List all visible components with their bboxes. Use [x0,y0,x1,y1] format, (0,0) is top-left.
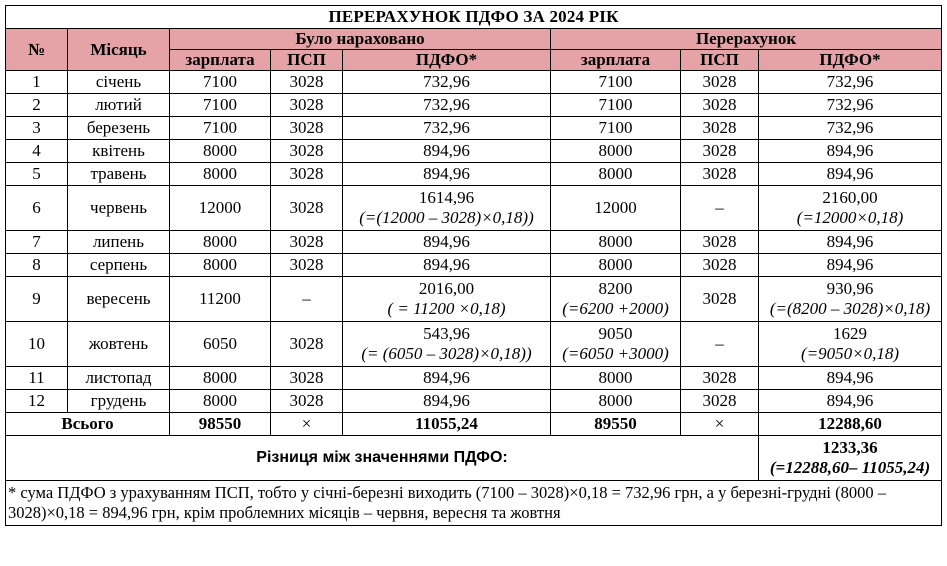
recalc-salary-value: 8000 [598,232,633,251]
row-number-value: 5 [32,164,41,183]
accrued-psp-value: – [302,289,311,308]
header-number: № [6,29,68,71]
accrued-pdfo-value: 2016,00 [418,279,475,298]
row-number-value: 9 [32,289,41,308]
recalc-psp [681,71,759,94]
recalc-pdfo-value: 1629 [833,324,868,343]
accrued-psp [271,231,343,254]
recalc-pdfo [759,367,942,390]
row-month-value: лютий [95,95,142,114]
row-number [6,390,68,413]
difference-formula: (=12288,60– 11055,24) [769,458,931,477]
accrued-psp [271,94,343,117]
recalc-pdfo-value: 732,96 [826,72,874,91]
row-month [68,140,170,163]
difference-row [6,436,942,481]
recalc-pdfo-formula: (=12000×0,18) [796,208,904,227]
recalc-psp-value: 3028 [702,95,737,114]
recalc-pdfo-value: 894,96 [826,391,874,410]
accrued-psp-value: 3028 [289,334,324,353]
row-number-value: 10 [28,334,45,353]
accrued-psp-value: 3028 [289,118,324,137]
recalc-salary [551,231,681,254]
recalc-salary-value: 8000 [598,141,633,160]
accrued-pdfo [343,277,551,322]
recalc-psp-value: 3028 [702,368,737,387]
accrued-psp [271,277,343,322]
header-accrued-pdfo: ПДФО* [343,50,551,71]
row-month [68,254,170,277]
row-number-value: 3 [32,118,41,137]
month-rows [6,71,942,413]
accrued-pdfo [343,390,551,413]
row-month [68,117,170,140]
pdfo-recalculation-document [5,5,942,526]
table-row [6,186,942,231]
header-month: Місяць [68,29,170,71]
recalc-salary-value: 12000 [594,198,637,217]
recalc-pdfo [759,163,942,186]
recalc-pdfo-formula: (=9050×0,18) [801,344,900,363]
recalc-psp-value: 3028 [702,232,737,251]
accrued-pdfo-value: 894,96 [423,391,470,410]
row-month-value: листопад [85,368,152,387]
recalc-salary [551,71,681,94]
accrued-pdfo [343,322,551,367]
row-number [6,367,68,390]
recalc-salary [551,254,681,277]
accrued-salary-value: 8000 [203,164,237,183]
accrued-salary-value: 8000 [203,232,237,251]
accrued-pdfo [343,367,551,390]
accrued-psp-value: 3028 [289,198,324,217]
recalc-psp-value: 3028 [702,72,737,91]
accrued-pdfo-value: 894,96 [423,141,470,160]
recalc-psp [681,186,759,231]
recalc-pdfo-value: 894,96 [826,368,874,387]
recalc-psp [681,163,759,186]
recalc-psp [681,277,759,322]
row-month [68,163,170,186]
table-row [6,254,942,277]
recalc-psp [681,117,759,140]
recalc-psp [681,390,759,413]
recalc-pdfo-value: 732,96 [826,95,874,114]
row-number [6,163,68,186]
row-number [6,71,68,94]
row-number [6,117,68,140]
row-number-value: 4 [32,141,41,160]
row-month-value: червень [90,198,147,217]
table-row [6,163,942,186]
accrued-salary-value: 8000 [203,141,237,160]
recalc-salary-formula: (=6200 +2000) [562,299,669,318]
accrued-salary [170,277,271,322]
recalc-psp [681,367,759,390]
accrued-psp [271,254,343,277]
recalc-pdfo [759,231,942,254]
accrued-psp-value: 3028 [289,255,324,274]
recalc-psp [681,140,759,163]
accrued-pdfo [343,71,551,94]
table-row [6,390,942,413]
accrued-psp-value: 3028 [289,391,324,410]
header-recalc-pdfo: ПДФО* [759,50,942,71]
recalc-pdfo-value: 894,96 [826,255,874,274]
recalc-salary-formula: (=6050 +3000) [562,344,669,363]
accrued-salary-value: 7100 [203,118,237,137]
recalc-psp-value: – [715,334,724,353]
footnote-row [6,481,942,526]
recalc-salary [551,94,681,117]
recalc-pdfo-value: 894,96 [826,232,874,251]
total-recalc-psp: × [681,413,759,436]
accrued-salary-value: 8000 [203,391,237,410]
accrued-salary [170,254,271,277]
recalc-salary [551,186,681,231]
accrued-pdfo [343,186,551,231]
recalc-psp-value: 3028 [702,289,737,308]
row-number-value: 8 [32,255,41,274]
accrued-psp-value: 3028 [289,232,324,251]
accrued-pdfo-value: 894,96 [423,164,470,183]
footnote-text: * сума ПДФО з урахуванням ПСП, тобто у січні-березні виходить (7100 – 3028)×0,18 = 732,96 грн, а у березні-грудні (8000 – 3028)×0,18 = 894,96 грн, крім проблемних місяців – червня, вересня та жовтня [8,483,886,522]
recalc-psp-value: – [715,198,724,217]
row-number-value: 12 [28,391,45,410]
row-number-value: 7 [32,232,41,251]
row-month-value: вересень [86,289,151,308]
accrued-pdfo-value: 543,96 [423,324,470,343]
header-accrued-salary: зарплата [170,50,271,71]
row-month-value: серпень [89,255,148,274]
row-number-value: 6 [32,198,41,217]
recalc-salary-value: 7100 [598,72,633,91]
accrued-pdfo-formula: ( = 11200 ×0,18) [387,299,506,318]
recalc-salary-value: 8000 [598,164,633,183]
header-accrued-psp: ПСП [271,50,343,71]
recalc-salary-value: 7100 [598,118,633,137]
accrued-pdfo-value: 732,96 [423,118,470,137]
accrued-pdfo-formula: (=(12000 – 3028)×0,18)) [359,208,534,227]
table-row [6,71,942,94]
recalc-pdfo [759,277,942,322]
recalc-pdfo [759,254,942,277]
header-row-1 [6,29,942,50]
recalc-salary [551,163,681,186]
recalc-salary [551,117,681,140]
row-month [68,277,170,322]
accrued-salary [170,140,271,163]
recalc-pdfo-value: 894,96 [826,164,874,183]
recalc-pdfo [759,186,942,231]
row-number [6,94,68,117]
accrued-salary [170,390,271,413]
recalc-pdfo [759,94,942,117]
recalc-salary-value: 7100 [598,95,633,114]
total-accrued-pdfo: 11055,24 [343,413,551,436]
header-accrued: Було нараховано [170,29,551,50]
table-row [6,367,942,390]
recalc-psp-value: 3028 [702,255,737,274]
accrued-pdfo [343,231,551,254]
accrued-salary-value: 8000 [203,368,237,387]
difference-value: 1233,36 [822,438,878,457]
recalc-salary-value: 8200 [598,279,633,298]
accrued-pdfo-value: 894,96 [423,232,470,251]
recalc-pdfo-value: 2160,00 [822,188,878,207]
row-month-value: березень [86,118,151,137]
header-recalc-salary: зарплата [551,50,681,71]
recalc-psp-value: 3028 [702,118,737,137]
accrued-psp [271,186,343,231]
accrued-salary [170,322,271,367]
accrued-salary-value: 12000 [198,198,242,217]
accrued-salary [170,71,271,94]
accrued-salary [170,163,271,186]
total-accrued-psp: × [271,413,343,436]
accrued-pdfo [343,140,551,163]
row-month [68,94,170,117]
accrued-psp-value: 3028 [289,95,324,114]
accrued-salary [170,186,271,231]
row-number [6,277,68,322]
recalc-pdfo [759,71,942,94]
accrued-psp [271,163,343,186]
row-month [68,390,170,413]
recalc-psp [681,94,759,117]
row-number-value: 1 [32,72,41,91]
recalc-pdfo-value: 894,96 [826,141,874,160]
recalc-salary [551,390,681,413]
row-month-value: липень [92,232,145,251]
accrued-pdfo [343,254,551,277]
recalc-psp-value: 3028 [702,141,737,160]
accrued-salary [170,231,271,254]
title-row [6,6,942,29]
recalc-pdfo [759,117,942,140]
recalc-pdfo-value: 930,96 [826,279,874,298]
total-recalc-salary: 89550 [551,413,681,436]
accrued-salary-value: 8000 [203,255,237,274]
accrued-pdfo [343,117,551,140]
accrued-salary [170,94,271,117]
accrued-pdfo [343,94,551,117]
accrued-pdfo-formula: (= (6050 – 3028)×0,18)) [361,344,532,363]
recalc-pdfo-value: 732,96 [826,118,874,137]
table-row [6,322,942,367]
accrued-pdfo-value: 894,96 [423,255,470,274]
row-month [68,367,170,390]
accrued-psp [271,71,343,94]
accrued-pdfo-value: 1614,96 [418,188,475,207]
row-number [6,322,68,367]
footnote [6,481,942,526]
total-row [6,413,942,436]
header-recalculation: Перерахунок [551,29,942,50]
recalc-salary [551,367,681,390]
header-recalc-psp: ПСП [681,50,759,71]
row-number [6,231,68,254]
accrued-pdfo-value: 894,96 [423,368,470,387]
recalc-psp-value: 3028 [702,164,737,183]
accrued-pdfo [343,163,551,186]
recalc-pdfo [759,390,942,413]
row-month [68,322,170,367]
recalc-salary [551,277,681,322]
recalc-psp-value: 3028 [702,391,737,410]
accrued-salary-value: 6050 [203,334,237,353]
recalc-salary [551,140,681,163]
row-month-value: грудень [90,391,147,410]
recalc-salary-value: 8000 [598,255,633,274]
table-row [6,117,942,140]
recalc-salary-value: 8000 [598,391,633,410]
accrued-psp-value: 3028 [289,368,324,387]
table-title: ПЕРЕРАХУНОК ПДФО ЗА 2024 РІК [6,6,942,29]
row-number-value: 2 [32,95,41,114]
accrued-psp [271,117,343,140]
accrued-salary-value: 7100 [203,72,237,91]
recalc-salary-value: 9050 [598,324,633,343]
pdfo-table [5,5,942,526]
accrued-pdfo-value: 732,96 [423,95,470,114]
difference-label: Різниця між значеннями ПДФО: [6,436,759,481]
recalc-salary-value: 8000 [598,368,633,387]
accrued-psp [271,140,343,163]
recalc-psp [681,322,759,367]
row-number [6,254,68,277]
row-month-value: травень [90,164,147,183]
accrued-psp-value: 3028 [289,141,324,160]
table-row [6,277,942,322]
row-number [6,140,68,163]
total-label: Всього [6,413,170,436]
row-month [68,186,170,231]
accrued-salary [170,117,271,140]
row-month-value: жовтень [88,334,149,353]
accrued-psp [271,367,343,390]
accrued-psp [271,322,343,367]
row-number [6,186,68,231]
row-month-value: січень [95,72,142,91]
recalc-psp [681,231,759,254]
accrued-pdfo-value: 732,96 [423,72,470,91]
table-row [6,231,942,254]
row-number-value: 11 [28,368,45,387]
difference-cell [759,436,942,481]
recalc-psp [681,254,759,277]
accrued-psp [271,390,343,413]
table-row [6,140,942,163]
accrued-psp-value: 3028 [289,72,324,91]
recalc-pdfo-formula: (=(8200 – 3028)×0,18) [769,299,931,318]
total-recalc-pdfo: 12288,60 [759,413,942,436]
row-month [68,231,170,254]
recalc-salary [551,322,681,367]
table-row [6,94,942,117]
row-month-value: квітень [92,141,145,160]
accrued-salary-value: 7100 [203,95,237,114]
total-accrued-salary: 98550 [170,413,271,436]
recalc-pdfo [759,322,942,367]
recalc-pdfo [759,140,942,163]
accrued-salary [170,367,271,390]
accrued-salary-value: 11200 [199,289,241,308]
accrued-psp-value: 3028 [289,164,324,183]
row-month [68,71,170,94]
